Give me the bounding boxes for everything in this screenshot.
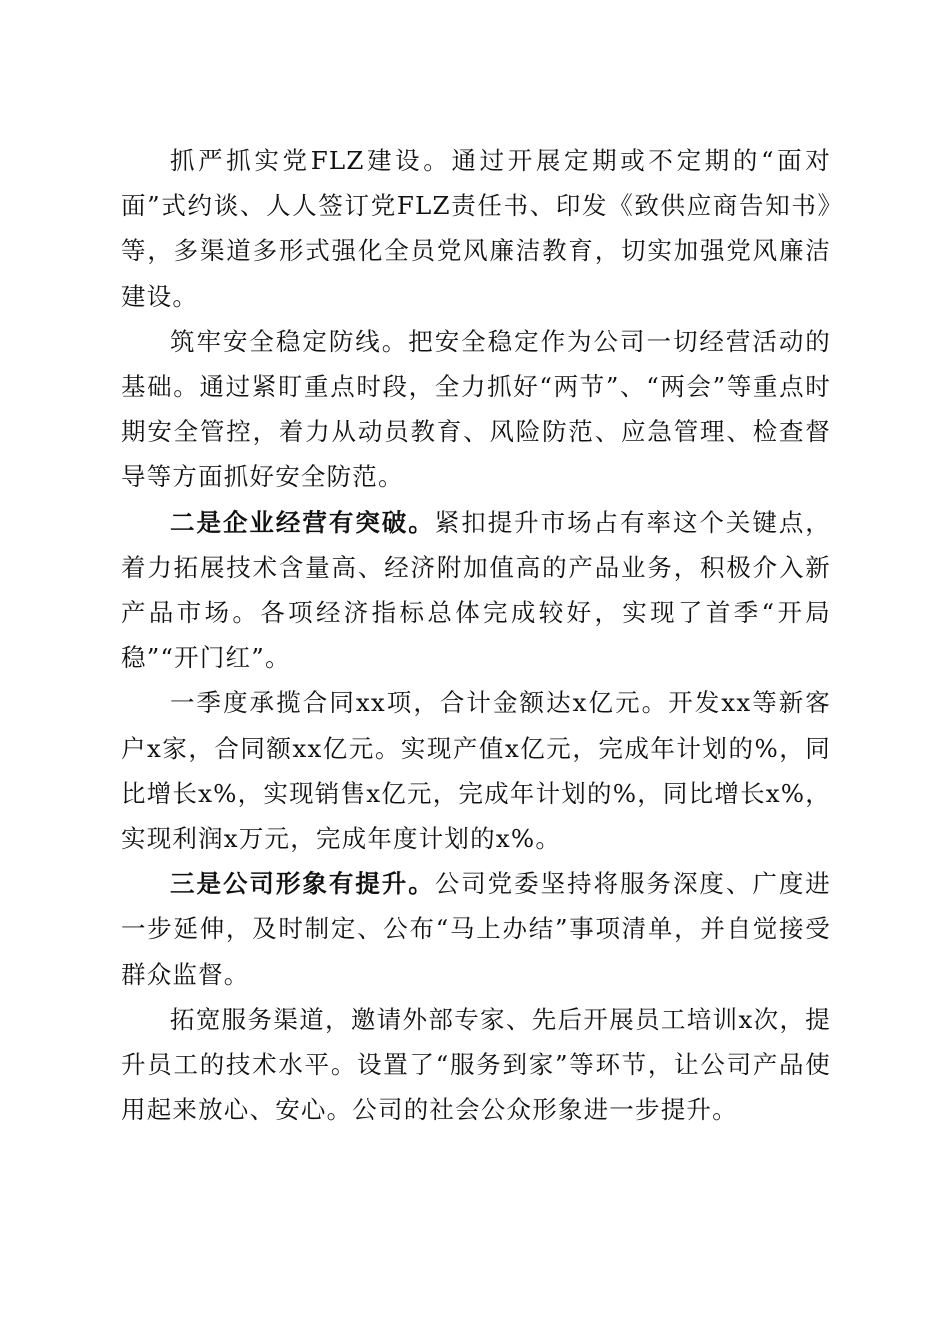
paragraph-business-breakthrough — [121, 500, 831, 681]
paragraph-party-conduct — [121, 138, 831, 319]
paragraph-service-channels — [121, 997, 831, 1133]
paragraph-q1-figures — [121, 680, 831, 861]
paragraph-text: 拓宽服务渠道，邀请外部专家、先后开展员工培训x次，提升员工的技术水平。设置了“服务到家”等环节，让公司产品使用起来放心、安心。公司的社会公众形象进一步提升。 — [121, 1004, 831, 1125]
paragraph-text: 紧扣提升市场占有率这个关键点，着力拓展技术含量高、经济附加值高的产品业务，积极介入新产品市场。各项经济指标总体完成较好，实现了首季“开局稳”“开门红”。 — [121, 507, 832, 673]
paragraph-safety-stability — [121, 319, 831, 500]
paragraph-lead: 三是公司形象有提升。 — [170, 869, 435, 899]
paragraph-text: 筑牢安全稳定防线。把安全稳定作为公司一切经营活动的基础。通过紧盯重点时段，全力抓好“两节”、“两会”等重点时期安全管控，着力从动员教育、风险防范、应急管理、检查督导等方面抓好安全防范。 — [121, 326, 831, 492]
paragraph-text: 一季度承揽合同xx项，合计金额达x亿元。开发xx等新客户x家，合同额xx亿元。实现产值x亿元，完成年计划的%，同比增长x%，实现销售x亿元，完成年计划的%，同比增长x%，实现利润x万元，完成年度计划的x%。 — [121, 688, 831, 854]
paragraph-lead: 二是企业经营有突破。 — [170, 507, 435, 537]
paragraph-company-image — [121, 861, 831, 997]
paragraph-text: 公司党委坚持将服务深度、广度进一步延伸，及时制定、公布“马上办结”事项清单，并自觉接受群众监督。 — [121, 869, 832, 989]
paragraph-text: 抓严抓实党FLZ建设。通过开展定期或不定期的“面对面”式约谈、人人签订党FLZ责任书、印发《致供应商告知书》等，多渠道多形式强化全员党风廉洁教育，切实加强党风廉洁建设。 — [121, 146, 831, 311]
document-body — [121, 138, 831, 1132]
